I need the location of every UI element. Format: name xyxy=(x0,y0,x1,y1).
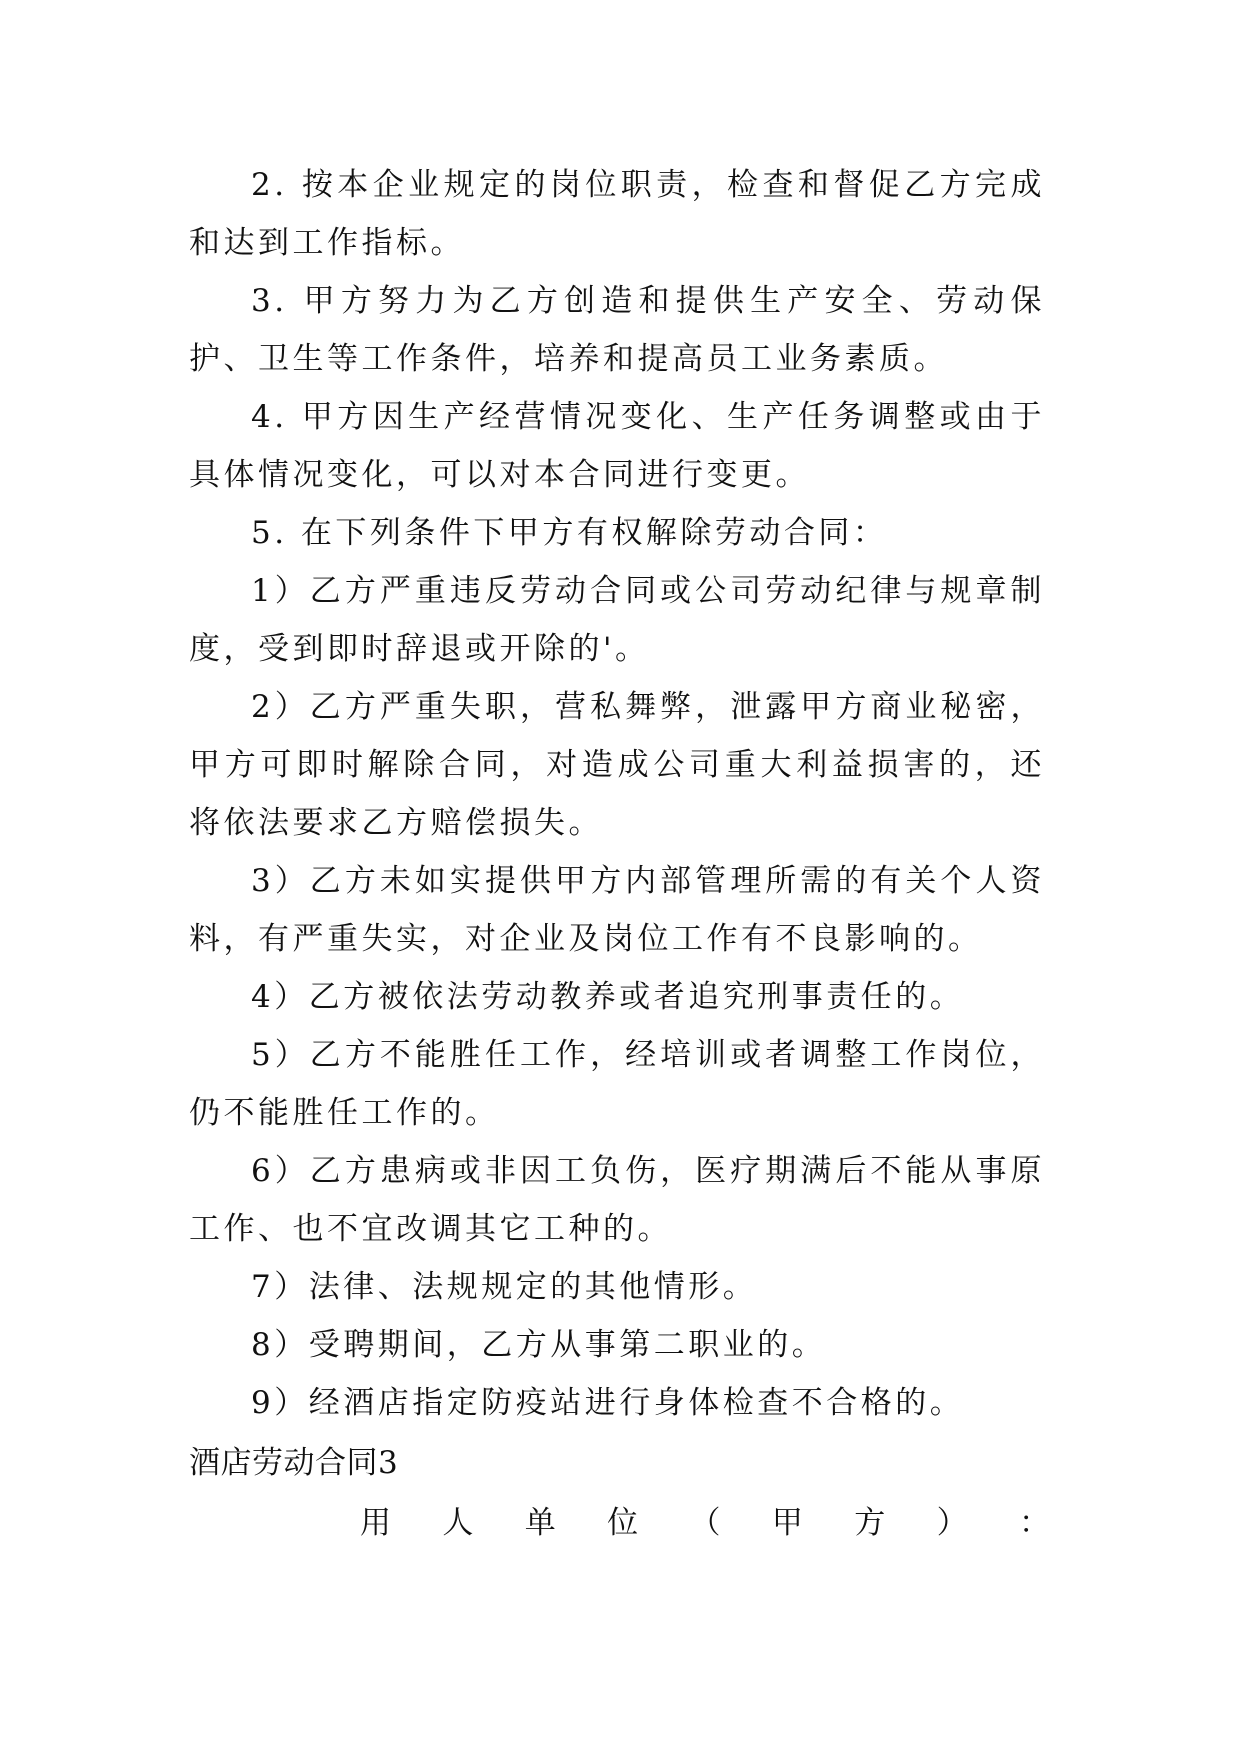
clause-8: 8）受聘期间，乙方从事第二职业的。 xyxy=(251,1327,827,1363)
employer-label-char: 位 xyxy=(607,1505,639,1541)
employer-label-char: 甲 xyxy=(771,1505,803,1541)
employer-label xyxy=(360,1494,1050,1552)
clause-4: 4）乙方被依法劳动教养或者追究刑事责任的。 xyxy=(251,979,965,1015)
clause-7: 7）法律、法规规定的其他情形。 xyxy=(251,1269,758,1305)
employer-label-char: ： xyxy=(1019,1505,1050,1541)
section-title: 酒店劳动合同3 xyxy=(189,1445,399,1481)
employer-label-char: 单 xyxy=(524,1505,556,1541)
employer-label-char: 用 xyxy=(360,1505,391,1541)
clause-5: 5）乙方不能胜任工作，经培训或者调整工作岗位，仍不能胜任工作的。 xyxy=(189,1037,1045,1131)
employer-label-char: （ xyxy=(689,1505,721,1541)
paragraph-4: 4. 甲方因生产经营情况变化、生产任务调整或由于具体情况变化，可以对本合同进行变更。 xyxy=(189,399,1045,493)
clause-3: 3）乙方未如实提供甲方内部管理所需的有关个人资料，有严重失实，对企业及岗位工作有不良影响的。 xyxy=(189,863,1045,957)
employer-label-char: ） xyxy=(936,1505,968,1541)
paragraph-2: 2. 按本企业规定的岗位职责，检查和督促乙方完成和达到工作指标。 xyxy=(189,167,1045,261)
paragraph-5: 5. 在下列条件下甲方有权解除劳动合同： xyxy=(251,515,888,551)
employer-label-char: 方 xyxy=(854,1505,886,1541)
paragraph-3: 3. 甲方努力为乙方创造和提供生产安全、劳动保护、卫生等工作条件，培养和提高员工业务素质。 xyxy=(189,283,1045,377)
clause-1: 1）乙方严重违反劳动合同或公司劳动纪律与规章制度，受到即时辞退或开除的'。 xyxy=(189,573,1045,667)
clause-2: 2）乙方严重失职，营私舞弊，泄露甲方商业秘密，甲方可即时解除合同，对造成公司重大利益损害的，还将依法要求乙方赔偿损失。 xyxy=(189,689,1045,841)
clause-9: 9）经酒店指定防疫站进行身体检查不合格的。 xyxy=(251,1385,965,1421)
employer-label-char: 人 xyxy=(442,1505,474,1541)
clause-6: 6）乙方患病或非因工负伤，医疗期满后不能从事原工作、也不宜改调其它工种的。 xyxy=(189,1153,1045,1247)
